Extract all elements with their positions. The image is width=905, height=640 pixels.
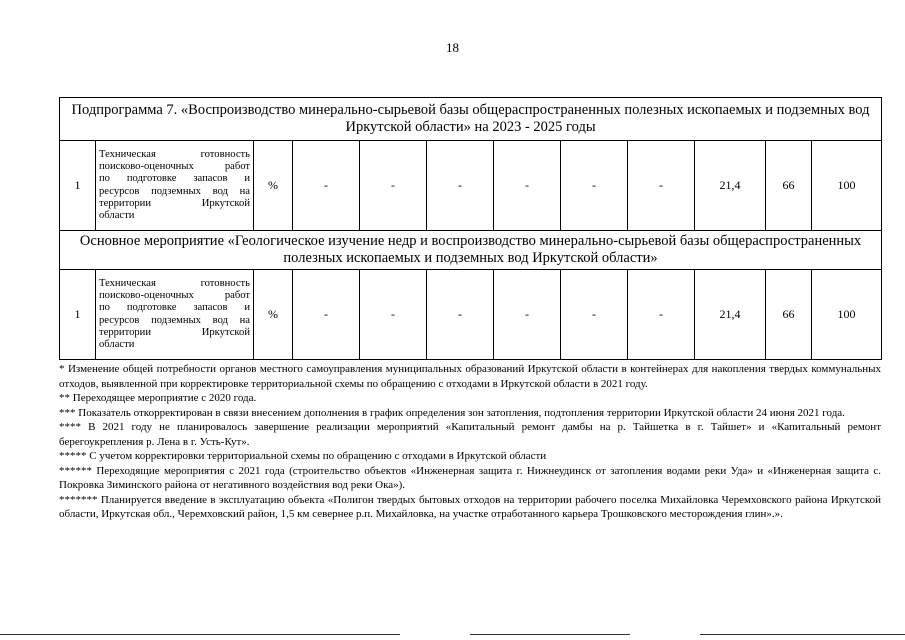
- value-cell: 100: [812, 141, 882, 231]
- value-cell: -: [360, 141, 427, 231]
- unit-cell: %: [254, 270, 293, 360]
- page-number: 18: [446, 40, 459, 55]
- main-event-title: Основное мероприятие «Геологическое изучение недр и воспроизводство минерально-сырьевой базы общераспространенных полезных ископаемых и подземных вод Иркутской области»: [60, 231, 882, 270]
- indicator-name: Техническая готовность поисково-оценочных работ по подготовке запасов и ресурсов подземных вод на территории Иркутской области: [96, 270, 254, 360]
- footnotes: [59, 362, 881, 522]
- footnote: ****** Переходящие мероприятия с 2021 года (строительство объектов «Инженерная защита г. Нижнеудинск от затопления водами реки Уда» и «Инженерная защита с. Покровка Зиминского района от негативного воздействия вод реки Ока»).: [59, 464, 881, 491]
- value-cell: -: [628, 141, 695, 231]
- value-cell: -: [628, 270, 695, 360]
- value-cell: 100: [812, 270, 882, 360]
- indicator-name: Техническая готовность поисково-оценочных работ по подготовке запасов и ресурсов подземных вод на территории Иркутской области: [96, 141, 254, 231]
- scan-edge-line: [470, 634, 630, 635]
- table-row: [60, 141, 882, 231]
- unit-cell: %: [254, 141, 293, 231]
- subprogram-row: [60, 98, 882, 141]
- footnote: * Изменение общей потребности органов местного самоуправления муниципальных образований Иркутской области в контейнерах для накопления твердых коммунальных отходов, выявленной при корректировке территориальной схемы по обращению с отходами в Иркутской области в 2021 году.: [59, 363, 881, 390]
- scan-edge-line: [700, 634, 905, 635]
- value-cell: 66: [766, 141, 812, 231]
- value-cell: -: [427, 141, 494, 231]
- value-cell: -: [561, 270, 628, 360]
- value-cell: 66: [766, 270, 812, 360]
- row-number: 1: [60, 270, 96, 360]
- main-event-row: [60, 231, 882, 270]
- value-cell: -: [293, 141, 360, 231]
- value-cell: -: [494, 270, 561, 360]
- subprogram-title: Подпрограмма 7. «Воспроизводство минерально-сырьевой базы общераспространенных полезных ископаемых и подземных вод Иркутской области» на 2023 - 2025 годы: [60, 98, 882, 141]
- value-cell: -: [360, 270, 427, 360]
- value-cell: -: [494, 141, 561, 231]
- value-cell: 21,4: [695, 141, 766, 231]
- footnote: ******* Планируется введение в эксплуатацию объекта «Полигон твердых бытовых отходов на территории рабочего поселка Михайловка Черемховского района Иркутской области, Иркутская обл., Черемховский район, 1,5 км севернее р.п. Михайловка, на участке отработанного карьера Трошковского месторождения глин».».: [59, 493, 881, 520]
- footnote: ***** С учетом корректировки территориальной схемы по обращению с отходами в Иркутской области: [59, 450, 547, 462]
- scan-edge-line: [0, 634, 400, 635]
- indicators-table: [59, 97, 882, 360]
- footnote: ** Переходящее мероприятие с 2020 года.: [59, 392, 257, 404]
- value-cell: -: [561, 141, 628, 231]
- row-number: 1: [60, 141, 96, 231]
- footnote: *** Показатель откорректирован в связи внесением дополнения в график определения зон затопления, подтопления территории Иркутской области 24 июня 2021 года.: [59, 406, 845, 419]
- value-cell: -: [427, 270, 494, 360]
- value-cell: 21,4: [695, 270, 766, 360]
- table-row: [60, 270, 882, 360]
- value-cell: -: [293, 270, 360, 360]
- footnote: **** В 2021 году не планировалось завершение реализации мероприятий «Капитальный ремонт дамбы на р. Тайшетка в г. Тайшет» и «Капитальный ремонт берегоукрепления р. Лена в г. Усть-Кут».: [59, 421, 881, 448]
